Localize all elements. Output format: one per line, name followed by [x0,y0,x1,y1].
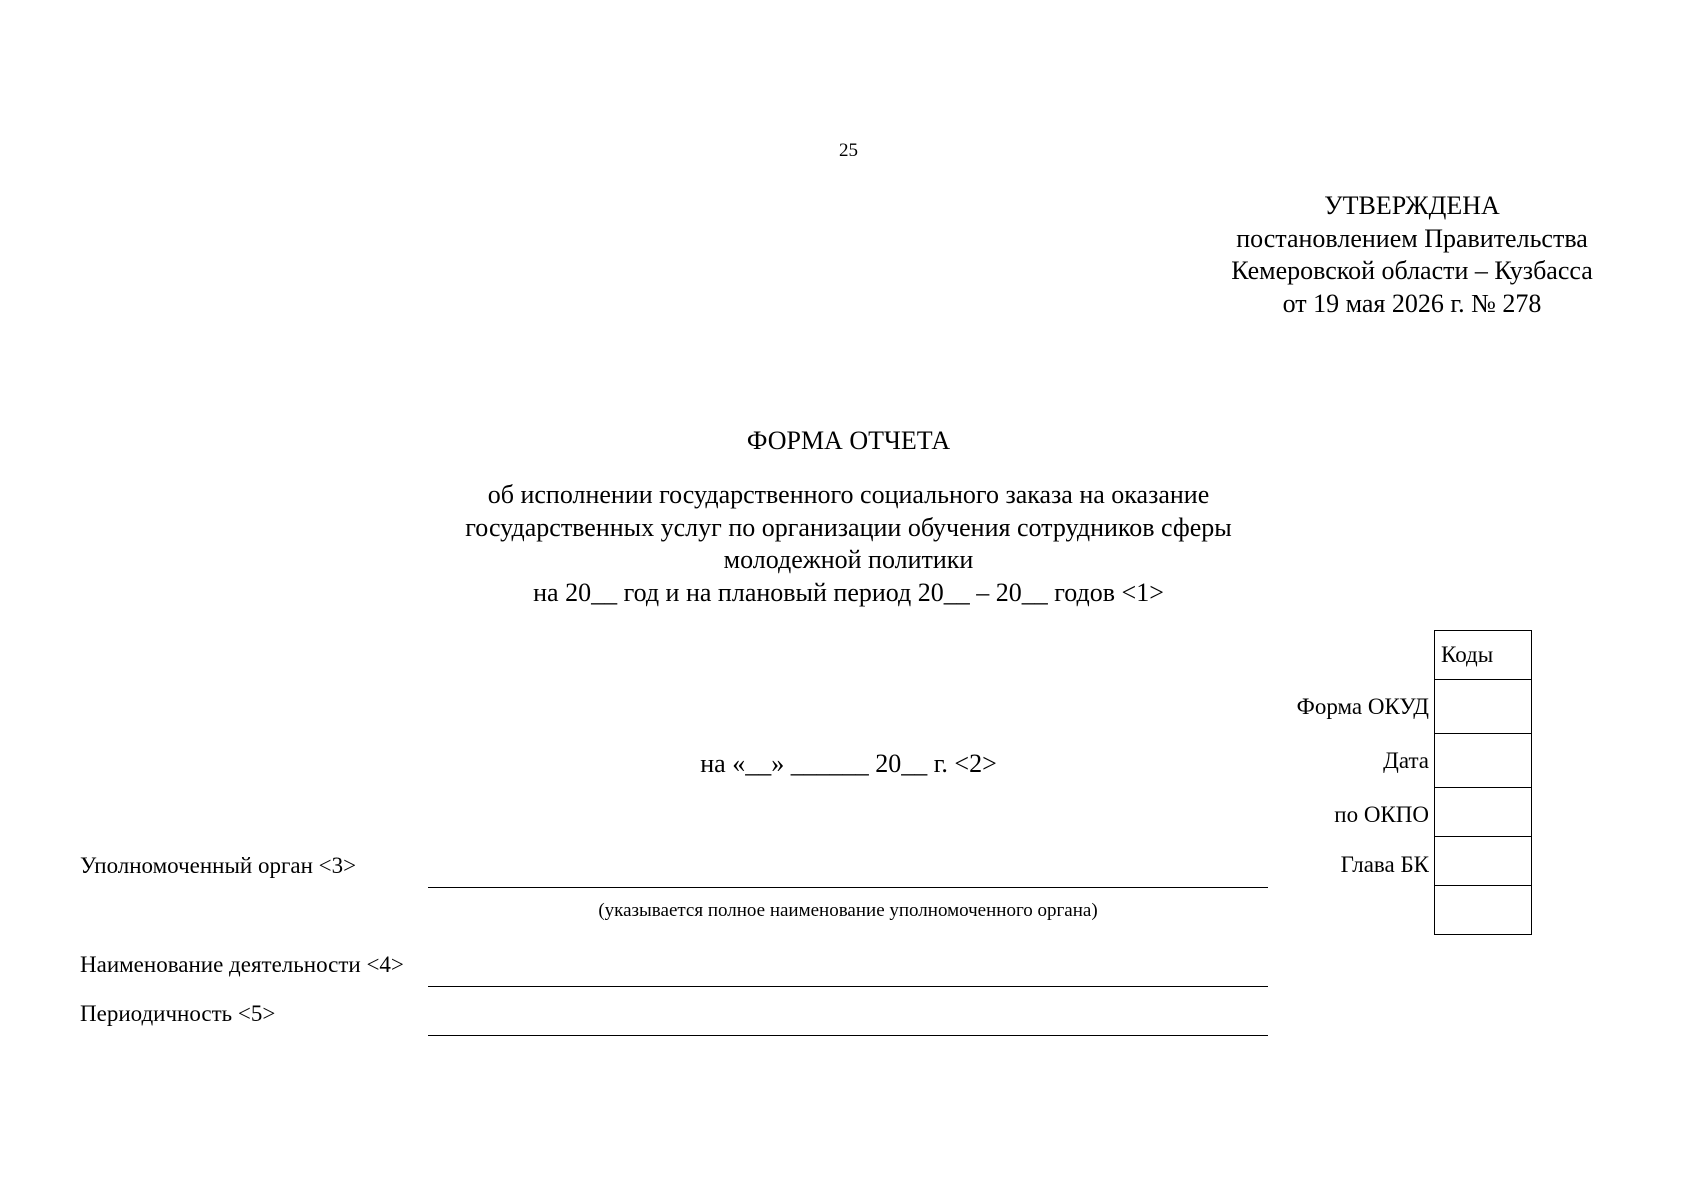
codes-table [1434,630,1532,935]
activity-line[interactable] [428,986,1268,987]
code-cell-date[interactable] [1435,734,1532,788]
code-cell-okpo[interactable] [1435,788,1532,837]
code-cell-extra[interactable] [1435,886,1532,935]
approval-stamp [1182,190,1642,320]
form-subtitle [0,479,1697,609]
activity-label: Наименование деятельности <4> [80,952,404,977]
form-title: ФОРМА ОТЧЕТА [746,426,951,455]
code-label-okud: Форма ОКУД [1296,694,1429,719]
code-label-bk: Глава БК [1340,852,1429,877]
approval-line-3: от 19 мая 2026 г. № 278 [1282,288,1542,318]
code-cell-bk[interactable] [1435,837,1532,886]
form-subtitle-line-4: на 20__ год и на плановый период 20__ – 20__ годов <1> [533,577,1164,607]
form-subtitle-line-3: молодежной политики [723,545,974,575]
form-subtitle-line-2: государственных услуг по организации обучения сотрудников сферы [465,512,1232,542]
code-label-okpo: по ОКПО [1334,802,1429,827]
authority-hint: (указывается полное наименование уполномоченного органа) [598,900,1098,921]
codes-header: Коды [1435,631,1532,680]
periodicity-line[interactable] [428,1035,1268,1036]
form-subtitle-line-1: об исполнении государственного социального заказа на оказание [487,480,1210,509]
code-cell-okud[interactable] [1435,680,1532,734]
authority-line[interactable] [428,887,1268,888]
page-number: 25 [839,140,858,161]
authority-label: Уполномоченный орган <3> [80,853,357,878]
approval-heading: УТВЕРЖДЕНА [1324,191,1500,220]
approval-line-1: постановлением Правительства [1236,223,1588,253]
approval-line-2: Кемеровской области – Кузбасса [1231,256,1593,285]
periodicity-label: Периодичность <5> [80,1001,276,1026]
code-label-date: Дата [1383,748,1429,773]
report-date: на «__» ______ 20__ г. <2> [700,749,997,778]
